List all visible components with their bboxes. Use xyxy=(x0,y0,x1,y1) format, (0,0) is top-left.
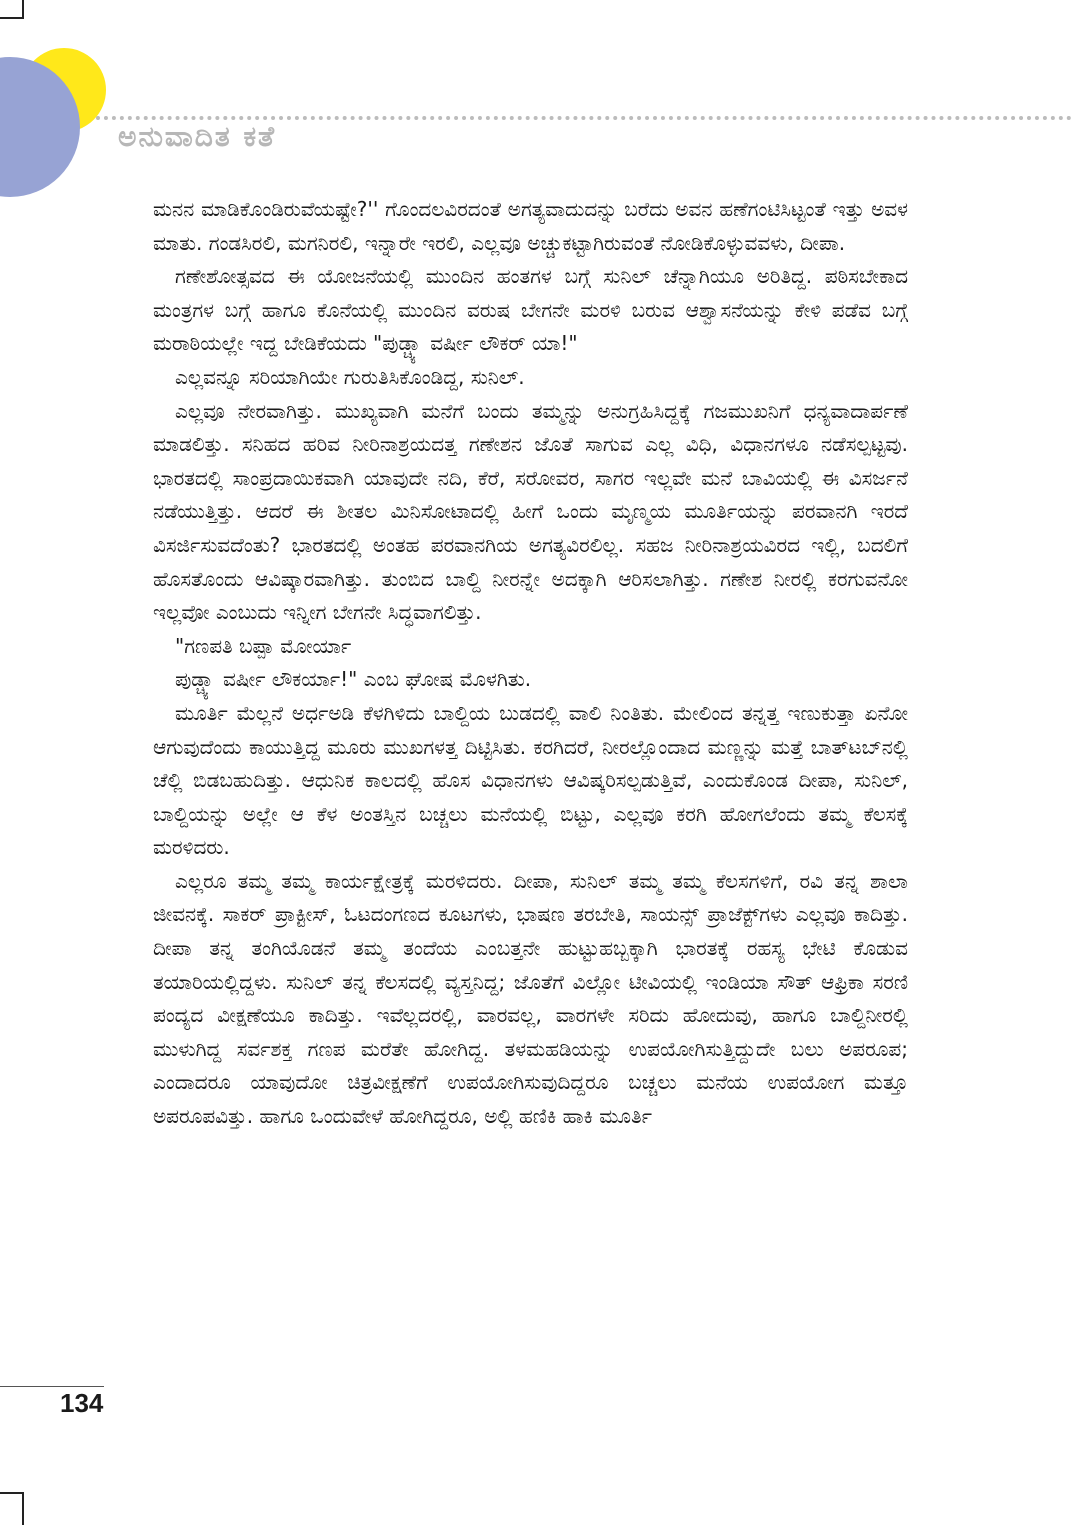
paragraph: ಮನನ ಮಾಡಿಕೊಂಡಿರುವೆಯಷ್ಟೇ?'' ಗೊಂದಲವಿರದಂತೆ ಅಗತ್ಯವಾದುದನ್ನು ಬರೆದು ಅವನ ಹಣೆಗಂಟಿಸಿಟ್ಟಂತೆ ಇತ್ತು ಅವಳ ಮಾತು. ಗಂಡಸಿರಲಿ, ಮಗನಿರಲಿ, ಇನ್ನಾರೇ ಇರಲಿ, ಎಲ್ಲವೂ ಅಚ್ಚುಕಟ್ಟಾಗಿರುವಂತೆ ನೋಡಿಕೊಳ್ಳುವವಳು, ದೀಪಾ. xyxy=(153,197,908,255)
paragraph: ಪುಡ್ಚ್ಯಾ ವರ್ಷೀ ಲೌಕರ್ಯಾ!" ಎಂಬ ಘೋಷ ಮೊಳಗಿತು. xyxy=(175,667,532,692)
paragraph: ಎಲ್ಲವನ್ನೂ ಸರಿಯಾಗಿಯೇ ಗುರುತಿಸಿಕೊಂಡಿದ್ದ, ಸುನಿಲ್. xyxy=(175,364,525,389)
paragraph: ಎಲ್ಲರೂ ತಮ್ಮ ತಮ್ಮ ಕಾರ್ಯಕ್ಷೇತ್ರಕ್ಕೆ ಮರಳಿದರು. ದೀಪಾ, ಸುನಿಲ್ ತಮ್ಮ ತಮ್ಮ ಕೆಲಸಗಳಿಗೆ, ರವಿ ತನ್ನ ಶಾಲಾ ಜೀವನಕ್ಕೆ. ಸಾಕರ್ ಪ್ರಾಕ್ಟೀಸ್, ಓಟದಂಗಣದ ಕೂಟಗಳು, ಭಾಷಣ ತರಬೇತಿ, ಸಾಯನ್ಸ್ ಪ್ರಾಜೆಕ್ಟ್‌ಗಳು ಎಲ್ಲವೂ ಕಾದಿತ್ತು. ದೀಪಾ ತನ್ನ ತಂಗಿಯೊಡನೆ ತಮ್ಮ ತಂದೆಯ ಎಂಬತ್ತನೇ ಹುಟ್ಟುಹಬ್ಬಕ್ಕಾಗಿ ಭಾರತಕ್ಕೆ ರಹಸ್ಯ ಭೇಟಿ ಕೊಡುವ ತಯಾರಿಯಲ್ಲಿದ್ದಳು. ಸುನಿಲ್ ತನ್ನ ಕೆಲಸದಲ್ಲಿ ವ್ಯಸ್ತನಿದ್ದ; ಜೊತೆಗೆ ವಿಲ್ಲೋ ಟೀವಿಯಲ್ಲಿ ಇಂಡಿಯಾ ಸೌತ್ ಆಫ್ರಿಕಾ ಸರಣಿ ಪಂದ್ಯದ ವೀಕ್ಷಣೆಯೂ ಕಾದಿತ್ತು. ಇವೆಲ್ಲದರಲ್ಲಿ, ವಾರವಲ್ಲ, ವಾರಗಳೇ ಸರಿದು ಹೋದುವು, ಹಾಗೂ ಬಾಲ್ದಿನೀರಲ್ಲಿ ಮುಳುಗಿದ್ದ ಸರ್ವಶಕ್ತ ಗಣಪ ಮರೆತೇ ಹೋಗಿದ್ದ. ತಳಮಹಡಿಯನ್ನು ಉಪಯೋಗಿಸುತ್ತಿದ್ದುದೇ ಬಲು ಅಪರೂಪ; ಎಂದಾದರೂ ಯಾವುದೋ ಚಿತ್ರವೀಕ್ಷಣೆಗೆ ಉಪಯೋಗಿಸುವುದಿದ್ದರೂ ಬಚ್ಚಲು ಮನೆಯ ಉಪಯೋಗ ಮತ್ತೂ ಅಪರೂಪವಿತ್ತು. ಹಾಗೂ ಒಂದುವೇಳೆ ಹೋಗಿದ್ದರೂ, ಅಲ್ಲಿ ಹಣಿಕಿ ಹಾಕಿ ಮೂರ್ತಿ xyxy=(153,868,908,1129)
story-body xyxy=(153,193,908,1134)
paragraph: ಮೂರ್ತಿ ಮೆಲ್ಲನೆ ಅರ್ಧಅಡಿ ಕೆಳಗಿಳಿದು ಬಾಲ್ದಿಯ ಬುಡದಲ್ಲಿ ವಾಲಿ ನಿಂತಿತು. ಮೇಲಿಂದ ತನ್ನತ್ತ ಇಣುಕುತ್ತಾ ಏನೋ ಆಗುವುದೆಂದು ಕಾಯುತ್ತಿದ್ದ ಮೂರು ಮುಖಗಳತ್ತ ದಿಟ್ಟಿಸಿತು. ಕರಗಿದರೆ, ನೀರಲ್ಲೊಂದಾದ ಮಣ್ಣನ್ನು ಮತ್ತೆ ಬಾತ್‌ಟಬ್‌ನಲ್ಲಿ ಚೆಲ್ಲಿ ಬಿಡಬಹುದಿತ್ತು. ಆಧುನಿಕ ಕಾಲದಲ್ಲಿ ಹೊಸ ವಿಧಾನಗಳು ಆವಿಷ್ಕರಿಸಲ್ಪಡುತ್ತಿವೆ, ಎಂದುಕೊಂಡ ದೀಪಾ, ಸುನಿಲ್, ಬಾಲ್ದಿಯನ್ನು ಅಲ್ಲೇ ಆ ಕೆಳ ಅಂತಸ್ತಿನ ಬಚ್ಚಲು ಮನೆಯಲ್ಲಿ ಬಿಟ್ಟು, ಎಲ್ಲವೂ ಕರಗಿ ಹೋಗಲೆಂದು ತಮ್ಮ ಕೆಲಸಕ್ಕೆ ಮರಳಿದರು. xyxy=(153,700,908,860)
crop-mark-bottom-left-vertical xyxy=(22,1492,24,1525)
decorative-circles xyxy=(0,0,120,210)
paragraph: ಎಲ್ಲವೂ ನೇರವಾಗಿತ್ತು. ಮುಖ್ಯವಾಗಿ ಮನೆಗೆ ಬಂದು ತಮ್ಮನ್ನು ಅನುಗ್ರಹಿಸಿದ್ದಕ್ಕೆ ಗಜಮುಖನಿಗೆ ಧನ್ಯವಾದಾರ್ಪಣೆ ಮಾಡಲಿತ್ತು. ಸನಿಹದ ಹರಿವ ನೀರಿನಾಶ್ರಯದತ್ತ ಗಣೇಶನ ಜೊತೆ ಸಾಗುವ ಎಲ್ಲ ವಿಧಿ, ವಿಧಾನಗಳೂ ನಡೆಸಲ್ಪಟ್ಟವು. ಭಾರತದಲ್ಲಿ ಸಾಂಪ್ರದಾಯಿಕವಾಗಿ ಯಾವುದೇ ನದಿ, ಕೆರೆ, ಸರೋವರ, ಸಾಗರ ಇಲ್ಲವೇ ಮನೆ ಬಾವಿಯಲ್ಲಿ ಈ ವಿಸರ್ಜನೆ ನಡೆಯುತ್ತಿತ್ತು. ಆದರೆ ಈ ಶೀತಲ ಮಿನಿಸೋಟಾದಲ್ಲಿ ಹೀಗೆ ಒಂದು ಮೃಣ್ಮಯ ಮೂರ್ತಿಯನ್ನು ಪರವಾನಗಿ ಇರದೆ ವಿಸರ್ಜಿಸುವದೆಂತು? ಭಾರತದಲ್ಲಿ ಅಂತಹ ಪರವಾನಗಿಯ ಅಗತ್ಯವಿರಲಿಲ್ಲ. ಸಹಜ ನೀರಿನಾಶ್ರಯವಿರದ ಇಲ್ಲಿ, ಬದಲಿಗೆ ಹೊಸತೊಂದು ಆವಿಷ್ಕಾರವಾಗಿತ್ತು. ತುಂಬಿದ ಬಾಲ್ದಿ ನೀರನ್ನೇ ಅದಕ್ಕಾಗಿ ಆರಿಸಲಾಗಿತ್ತು. ಗಣೇಶ ನೀರಲ್ಲಿ ಕರಗುವನೋ ಇಲ್ಲವೋ ಎಂಬುದು ಇನ್ನೀಗ ಬೇಗನೇ ಸಿದ್ಧವಾಗಲಿತ್ತು. xyxy=(153,398,908,625)
crop-mark-bottom-left-horizontal xyxy=(0,1492,24,1494)
page-number: 134 xyxy=(60,1388,104,1418)
paragraph: ಗಣೇಶೋತ್ಸವದ ಈ ಯೋಜನೆಯಲ್ಲಿ ಮುಂದಿನ ಹಂತಗಳ ಬಗ್ಗೆ ಸುನಿಲ್ ಚೆನ್ನಾಗಿಯೂ ಅರಿತಿದ್ದ. ಪಠಿಸಬೇಕಾದ ಮಂತ್ರಗಳ ಬಗ್ಗೆ ಹಾಗೂ ಕೊನೆಯಲ್ಲಿ ಮುಂದಿನ ವರುಷ ಬೇಗನೇ ಮರಳಿ ಬರುವ ಆಶ್ವಾಸನೆಯನ್ನು ಕೇಳಿ ಪಡೆವ ಬಗ್ಗೆ ಮರಾಠಿಯಲ್ಲೇ ಇದ್ದ ಬೇಡಿಕೆಯದು "ಪುಡ್ಚ್ಯಾ ವರ್ಷೀ ಲೌಕರ್ ಯಾ!" xyxy=(153,264,908,356)
paragraph: "ಗಣಪತಿ ಬಪ್ಪಾ ಮೋರ್ಯಾ xyxy=(175,633,352,658)
section-title: ಅನುವಾದಿತ ಕತೆ xyxy=(118,120,277,153)
footer-rule xyxy=(0,1386,104,1387)
